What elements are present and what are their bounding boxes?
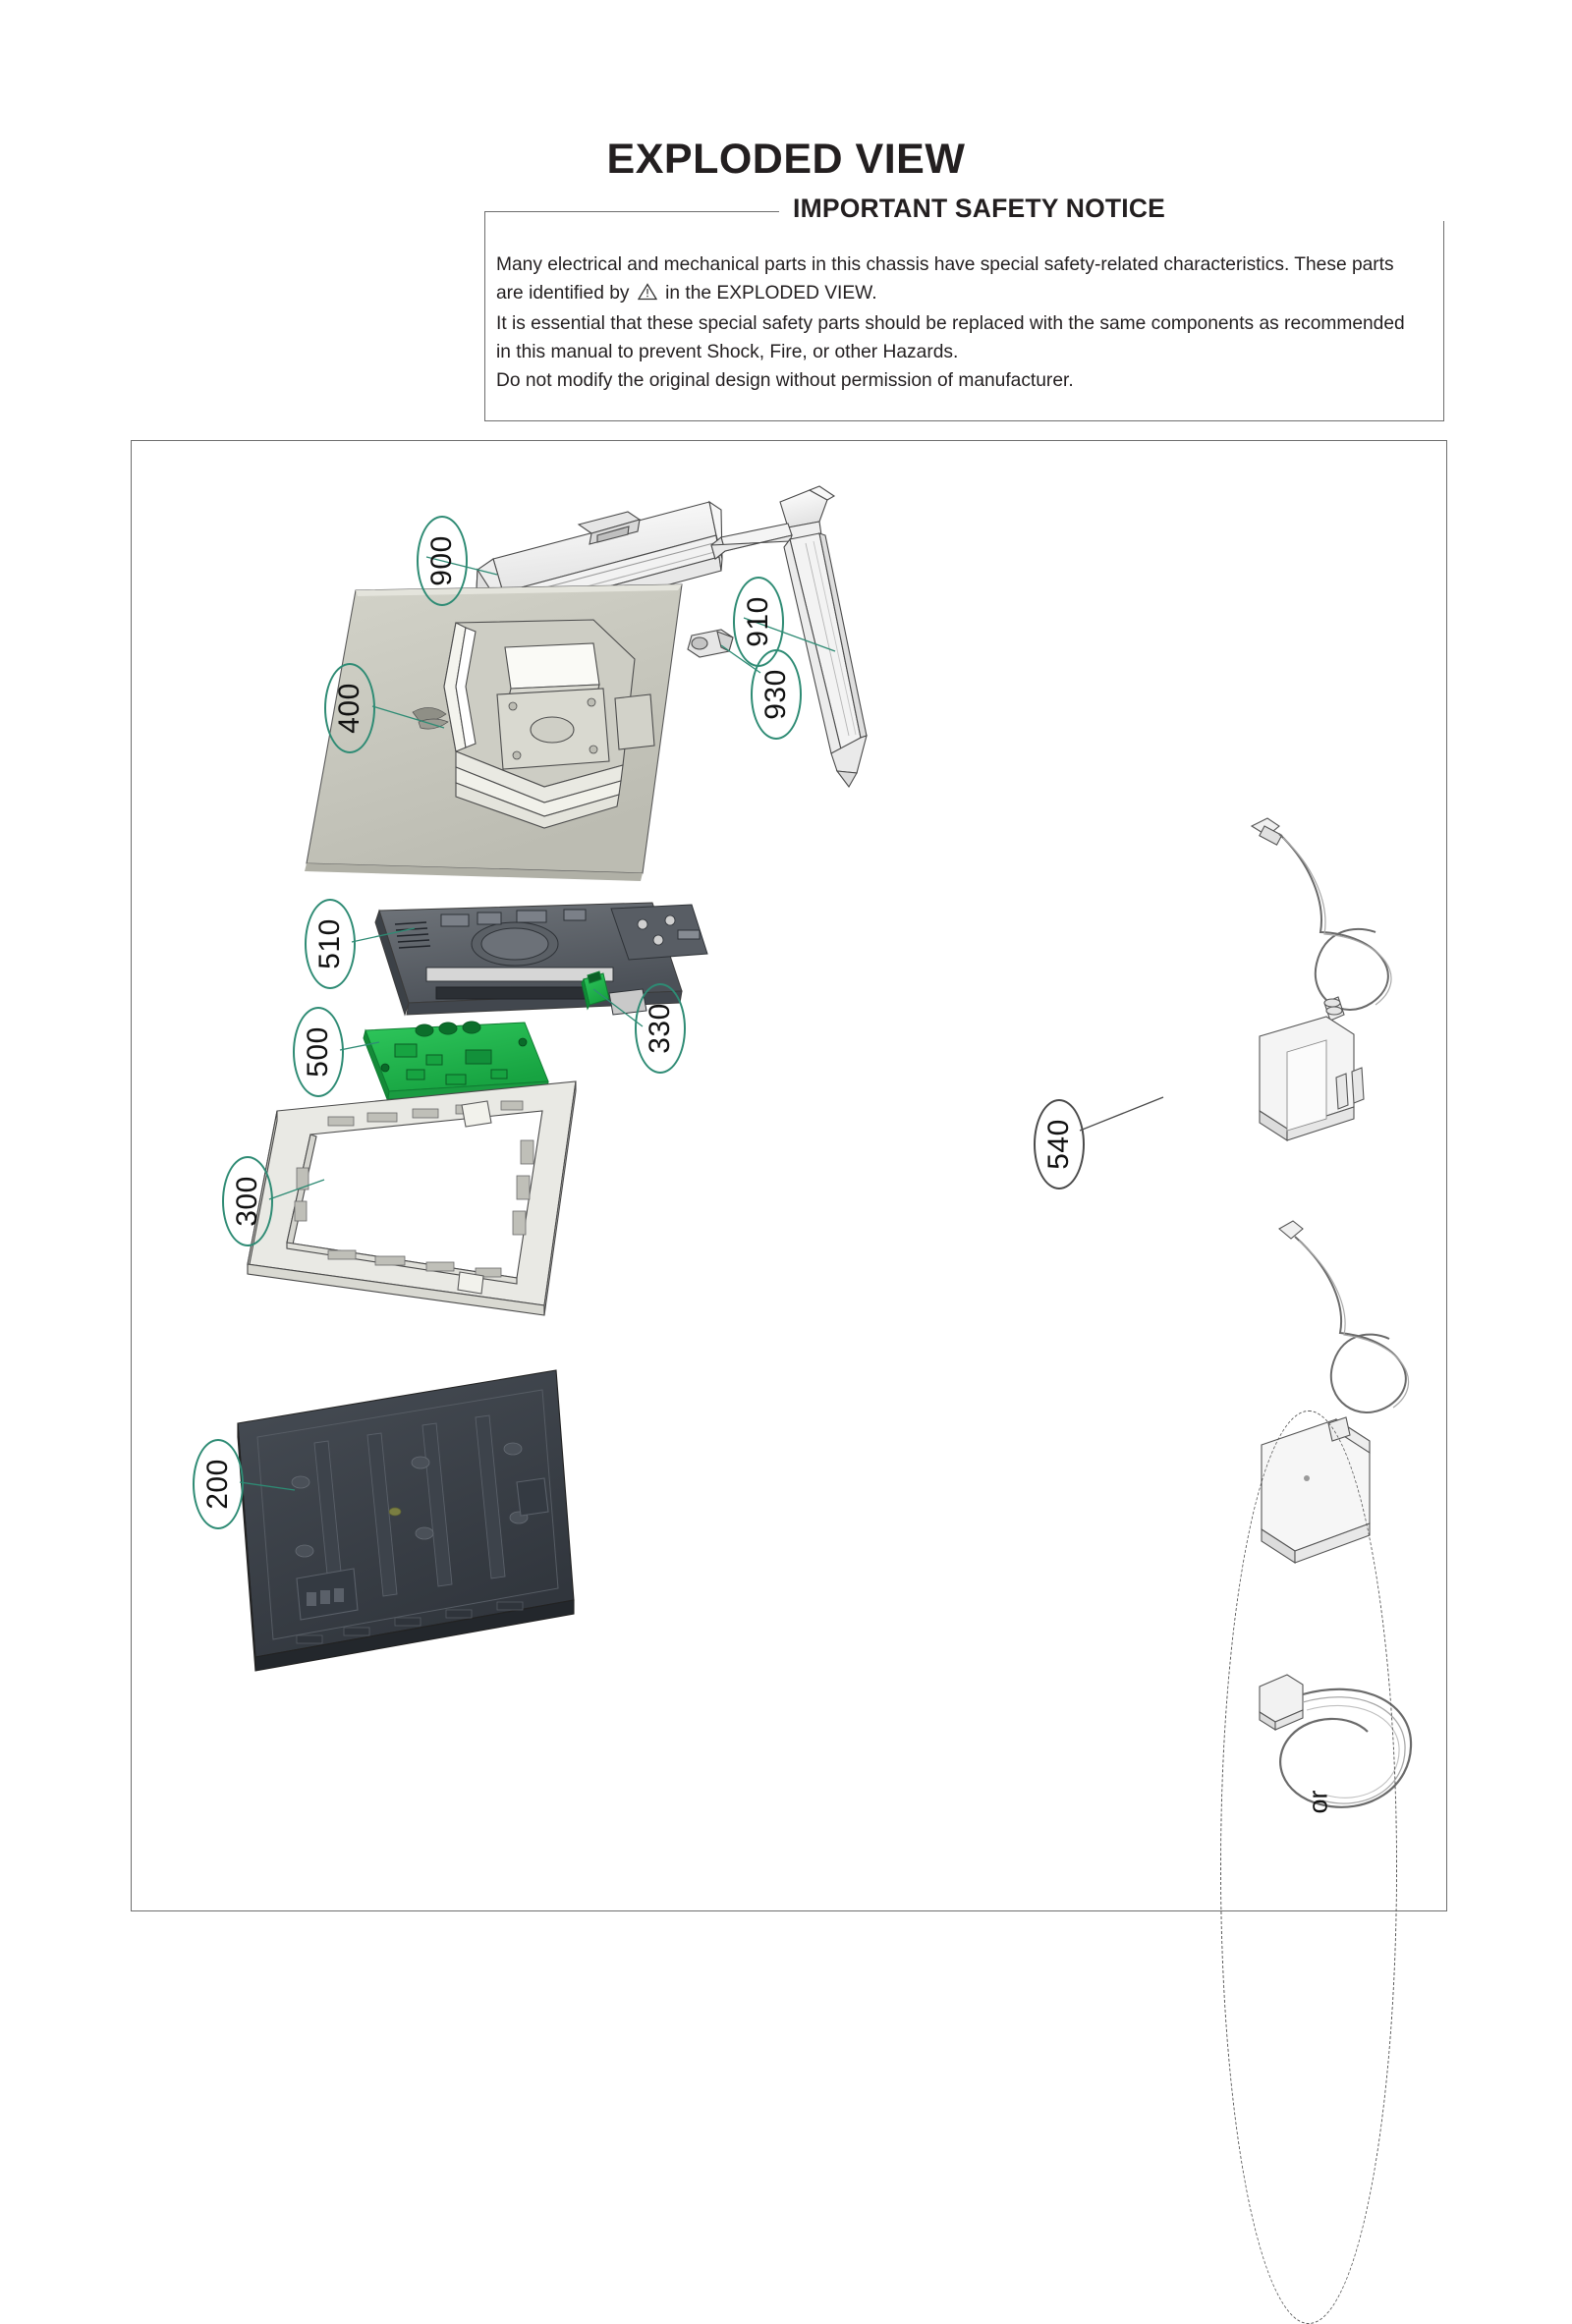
notice-paragraph-2-line-1: It is essential that these special safety parts should be replaced with the same components as recommended (496, 313, 1405, 334)
notice-paragraph-1-line-1: Many electrical and mechanical parts in this chassis have special safety-related characteristics. These parts (496, 254, 1394, 275)
callout-910-label: 910 (742, 596, 774, 647)
adapter-option-or-label: or (1303, 1790, 1333, 1814)
callout-200-label: 200 (201, 1459, 234, 1510)
safety-notice-text (496, 250, 1434, 395)
notice-paragraph-2-line-2: in this manual to prevent Shock, Fire, or other Hazards. (496, 342, 959, 362)
callout-300[interactable] (222, 1156, 273, 1246)
callout-540[interactable] (1034, 1099, 1085, 1190)
callout-510-label: 510 (313, 918, 346, 969)
callout-930[interactable] (751, 649, 802, 740)
page-title: EXPLODED VIEW (606, 136, 966, 183)
part-300-middle-frame (248, 1081, 576, 1315)
callout-540-label: 540 (1042, 1119, 1075, 1170)
callout-leader-line-540 (1080, 1097, 1163, 1131)
callout-900-label: 900 (425, 535, 458, 586)
callout-900[interactable] (417, 516, 468, 606)
callout-500-label: 500 (302, 1026, 334, 1078)
notice-paragraph-3: Do not modify the original design without permission of manufacturer. (496, 370, 1074, 391)
part-540-ac-adapter-wall (1252, 818, 1391, 1140)
part-200-lcd-panel (238, 1370, 574, 1671)
callout-400-label: 400 (333, 683, 365, 734)
notice-text-identified-by: are identified by (496, 283, 630, 304)
callout-200[interactable] (193, 1439, 244, 1529)
notice-paragraph-1-line-2 (496, 279, 1434, 309)
callout-300-label: 300 (231, 1176, 263, 1227)
callout-330-label: 330 (644, 1003, 676, 1054)
notice-text-in-the-exploded-view: in the EXPLODED VIEW. (665, 283, 877, 304)
safety-notice-legend: IMPORTANT SAFETY NOTICE (779, 194, 1179, 224)
callout-330[interactable] (635, 983, 686, 1074)
part-930-screw-cover (688, 630, 733, 657)
warning-triangle-icon (638, 281, 657, 309)
callout-510[interactable] (305, 899, 356, 989)
callout-500[interactable] (293, 1007, 344, 1097)
exploded-view-drawing-frame (131, 440, 1447, 1911)
callout-400[interactable] (324, 663, 375, 753)
adapter-option-group-ellipse (1220, 1411, 1397, 2324)
callout-930-label: 930 (759, 669, 792, 720)
